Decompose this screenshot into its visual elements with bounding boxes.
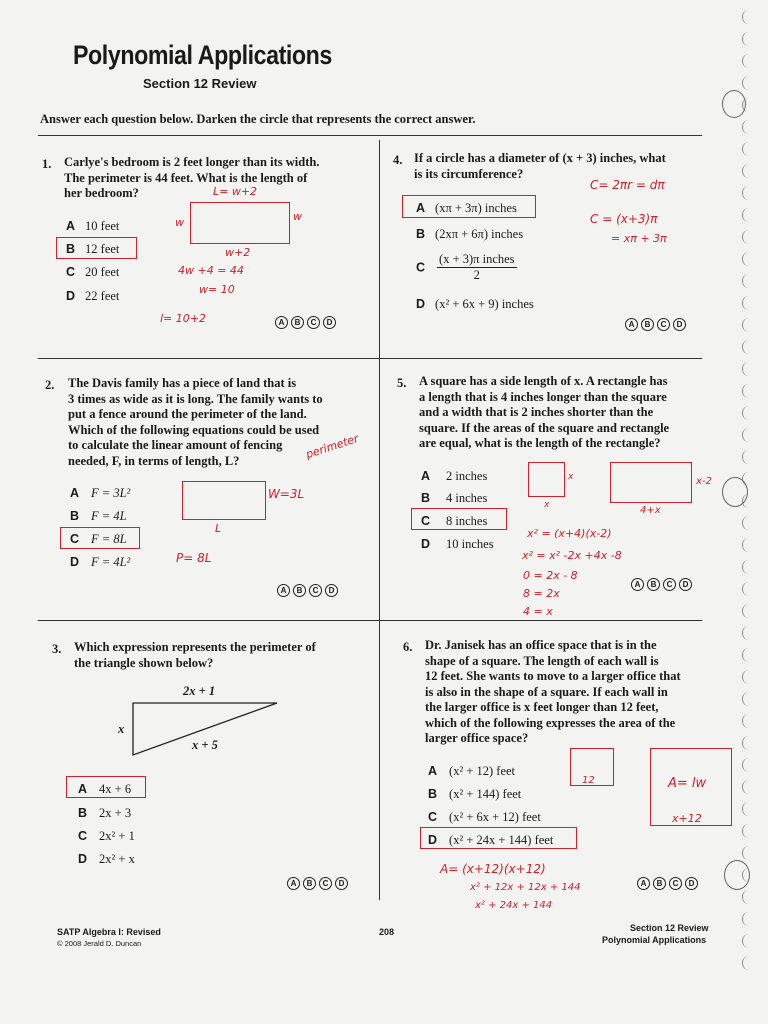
q5-note: x² = x² -2x +4x -8 <box>522 549 622 562</box>
bubble-b[interactable]: B <box>303 877 316 890</box>
q5-option-b[interactable]: B 4 inches <box>421 491 488 505</box>
q5-answer-bubbles[interactable] <box>631 578 692 591</box>
bubble-b[interactable]: B <box>291 316 304 329</box>
q4-option-c[interactable]: C $\frac{\text{(x + 3)π inches}}{2}$ <box>416 252 515 282</box>
question-3-text: Which expression represents the perimeter of the triangle shown below? <box>74 640 316 670</box>
bubble-d[interactable]: D <box>685 877 698 890</box>
q6-answer-bubbles[interactable] <box>637 877 698 890</box>
bubble-c[interactable]: C <box>319 877 332 890</box>
divider-top <box>38 135 702 136</box>
question-1-number: 1. <box>42 157 52 171</box>
question-3-number: 3. <box>52 642 62 656</box>
q4-answer-bubbles[interactable] <box>625 318 686 331</box>
footer-book-title: SATP Algebra I: Revised <box>57 927 161 937</box>
q6-note: x² + 12x + 12x + 144 <box>470 882 581 893</box>
question-4-number: 4. <box>393 153 403 167</box>
bubble-a[interactable]: A <box>631 578 644 591</box>
q5-option-d[interactable]: D 10 inches <box>421 537 494 551</box>
bubble-c[interactable]: C <box>657 318 670 331</box>
question-5-number: 5. <box>397 376 407 390</box>
bubble-c[interactable]: C <box>307 316 320 329</box>
q1-note: w= 10 <box>199 283 235 296</box>
footer-section: Section 12 Review <box>630 923 709 933</box>
binder-hole <box>722 90 746 118</box>
q1-option-b[interactable]: B 12 feet <box>66 242 120 256</box>
q1-note: l= 10+2 <box>160 312 206 325</box>
binder-hole <box>724 860 750 890</box>
bubble-d[interactable]: D <box>323 316 336 329</box>
q2-option-b[interactable]: B F = 4L <box>70 509 127 523</box>
q4-note: = xπ + 3π <box>611 232 667 245</box>
question-5-text: A square has a side length of x. A rectangle has a length that is 4 inches longer than the square and a width that is 2 inches shorter than the square. If the areas of the square and rectangle are equal, what is the length of the rectangle? <box>419 374 670 450</box>
footer-page-number: 208 <box>379 927 395 937</box>
q6-note: A= (x+12)(x+12) <box>440 862 546 876</box>
footer-chapter: Polynomial Applications <box>602 935 707 945</box>
q3-option-a[interactable]: A 4x + 6 <box>78 782 132 796</box>
q4-note: C= 2πr = dπ <box>590 178 665 192</box>
q6-option-c[interactable]: C (x² + 6x + 12) feet <box>428 810 541 824</box>
question-4-text: If a circle has a diameter of (x + 3) inches, what is its circumference? <box>414 151 666 181</box>
q5-note: 4+x <box>640 505 661 516</box>
page-title: Polynomial Applications <box>73 40 332 70</box>
bubble-c[interactable]: C <box>669 877 682 890</box>
q3-answer-bubbles[interactable] <box>287 877 348 890</box>
q2-sketch-rectangle <box>182 481 266 520</box>
bubble-a[interactable]: A <box>287 877 300 890</box>
question-6-text: Dr. Janisek has an office space that is in the shape of a square. The length of each wall is 12 feet. She wants to move to a larger office that is also in the shape of a square. If each wall in the larger office is x feet longer than 12 feet, which of the following expresses the area of the larger office space? <box>425 638 681 745</box>
q5-note: x <box>544 500 550 510</box>
bubble-b[interactable]: B <box>647 578 660 591</box>
bubble-b[interactable]: B <box>653 877 666 890</box>
question-2-text: The Davis family has a piece of land that is 3 times as wide as it is long. The family wants to put a fence around the perimeter of the land. Which of the following equations could be used to calculate the linear amount of fencing needed, F, in terms of length, L? <box>68 376 323 468</box>
divider-row2 <box>38 620 702 621</box>
q5-sketch-rectangle <box>610 462 692 503</box>
q3-option-d[interactable]: D 2x² + x <box>78 852 135 866</box>
question-1-text: Carlye's bedroom is 2 feet longer than its width. The perimeter is 44 feet. What is the length of her bedroom? <box>64 155 320 200</box>
q2-answer-bubbles[interactable] <box>277 584 338 597</box>
bubble-d[interactable]: D <box>673 318 686 331</box>
bubble-d[interactable]: D <box>679 578 692 591</box>
q4-option-d[interactable]: D (x² + 6x + 9) inches <box>416 297 534 311</box>
q1-option-d[interactable]: D 22 feet <box>66 289 120 303</box>
q5-option-a[interactable]: A 2 inches <box>421 469 488 483</box>
bubble-c[interactable]: C <box>309 584 322 597</box>
q2-option-c[interactable]: C F = 8L <box>70 532 127 546</box>
q1-sketch-rectangle <box>190 202 290 244</box>
q2-option-a[interactable]: A F = 3L² <box>70 486 131 500</box>
bubble-a[interactable]: A <box>625 318 638 331</box>
q5-option-c[interactable]: C 8 inches <box>421 514 488 528</box>
q6-option-d[interactable]: D (x² + 24x + 144) feet <box>428 833 554 847</box>
q6-note: x+12 <box>672 812 702 825</box>
q1-note: w <box>293 210 302 223</box>
q1-note: w+2 <box>225 246 251 259</box>
q5-note: 0 = 2x - 8 <box>523 569 578 582</box>
q5-note: x <box>568 472 574 482</box>
triangle-label-top: 2x + 1 <box>183 684 216 698</box>
q1-option-a[interactable]: A 10 feet <box>66 219 120 233</box>
q6-option-a[interactable]: A (x² + 12) feet <box>428 764 516 778</box>
bubble-a[interactable]: A <box>275 316 288 329</box>
divider-row1 <box>38 358 702 359</box>
q1-option-c[interactable]: C 20 feet <box>66 265 120 279</box>
q3-option-b[interactable]: B 2x + 3 <box>78 806 132 820</box>
q4-option-a[interactable]: A (xπ + 3π) inches <box>416 201 517 215</box>
bubble-a[interactable]: A <box>637 877 650 890</box>
bubble-b[interactable]: B <box>293 584 306 597</box>
footer-copyright: © 2008 Jerald D. Duncan <box>57 939 142 948</box>
q5-sketch-square <box>528 462 565 497</box>
q6-note: x² + 24x + 144 <box>475 900 553 911</box>
q6-note: A= lw <box>668 776 707 791</box>
page-subtitle: Section 12 Review <box>143 76 257 91</box>
bubble-a[interactable]: A <box>277 584 290 597</box>
q2-note: perimeter <box>304 431 361 462</box>
triangle-label-left: x <box>118 722 125 736</box>
q6-option-b[interactable]: B (x² + 144) feet <box>428 787 522 801</box>
triangle-label-bottom: x + 5 <box>192 738 218 752</box>
question-2-number: 2. <box>45 378 55 392</box>
q3-option-c[interactable]: C 2x² + 1 <box>78 829 135 843</box>
q5-note: 8 = 2x <box>523 587 560 600</box>
bubble-d[interactable]: D <box>335 877 348 890</box>
instructions: Answer each question below. Darken the circle that represents the correct answer. <box>40 112 476 126</box>
q2-note: L <box>215 522 222 535</box>
q2-option-d[interactable]: D F = 4L² <box>70 555 131 569</box>
q5-note: x-2 <box>696 476 712 487</box>
q4-note: C = (x+3)π <box>590 212 658 226</box>
q1-note: 4w +4 = 44 <box>178 264 244 277</box>
q2-note: P= 8L <box>176 551 212 565</box>
binder-hole <box>722 477 748 507</box>
q1-note: L= w+2 <box>213 185 258 198</box>
q5-note: 4 = x <box>523 605 553 618</box>
q5-note: x² = (x+4)(x-2) <box>527 527 612 540</box>
divider-column <box>379 140 380 900</box>
bubble-b[interactable]: B <box>641 318 654 331</box>
q1-note: w <box>175 216 184 229</box>
q6-note: 12 <box>582 775 595 786</box>
q1-answer-bubbles[interactable] <box>275 316 336 329</box>
question-6-number: 6. <box>403 640 413 654</box>
q2-note: W=3L <box>268 487 305 501</box>
bubble-d[interactable]: D <box>325 584 338 597</box>
q4-option-b[interactable]: B (2xπ + 6π) inches <box>416 227 524 241</box>
bubble-c[interactable]: C <box>663 578 676 591</box>
